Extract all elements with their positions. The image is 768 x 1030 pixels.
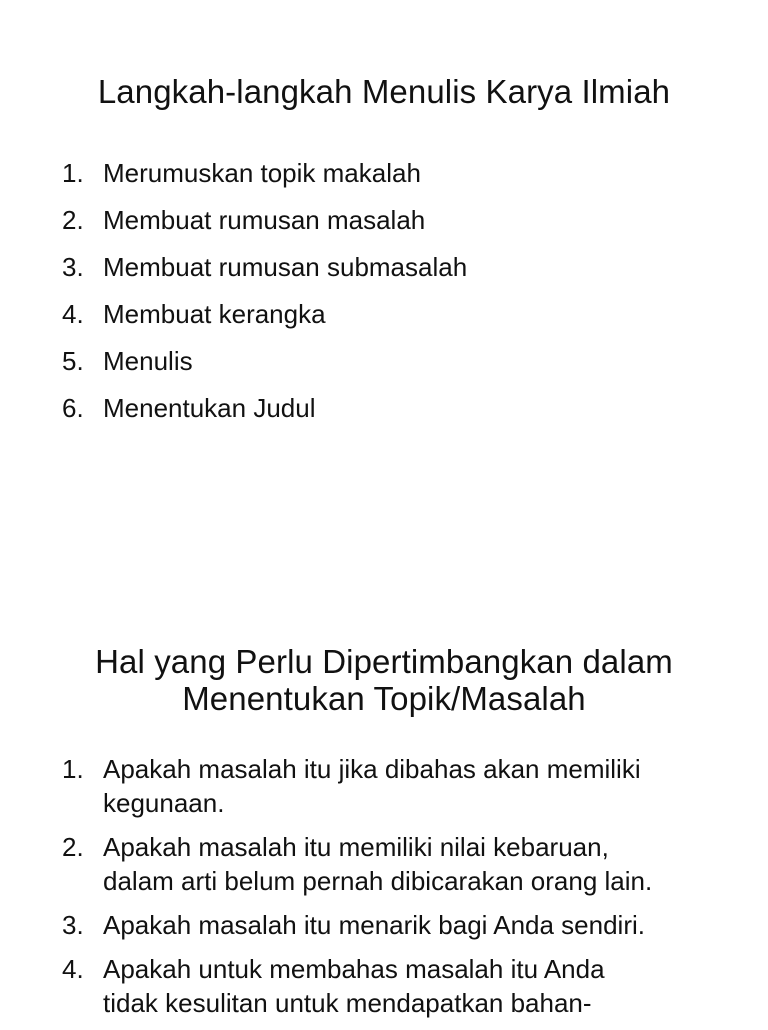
- list-item: [62, 203, 742, 237]
- list-text-line-2: kegunaan.: [103, 788, 225, 818]
- list-number: 2.: [62, 205, 84, 235]
- list-text: Merumuskan topik makalah: [103, 158, 421, 188]
- list-number: 3.: [62, 252, 84, 282]
- list-number: 5.: [62, 346, 84, 376]
- list-number: 1.: [62, 158, 84, 188]
- list-text-line-2: tidak kesulitan untuk mendapatkan bahan-: [103, 988, 592, 1018]
- considerations-list: [62, 752, 742, 1030]
- list-item: [62, 752, 742, 820]
- slide-title-line-2: Menentukan Topik/Masalah: [182, 680, 586, 717]
- list-text: Menulis: [103, 346, 193, 376]
- list-text-line-1: Apakah untuk membahas masalah itu Anda: [103, 954, 605, 984]
- list-number: 1.: [62, 754, 84, 784]
- list-item: [62, 156, 742, 190]
- list-item: [62, 297, 742, 331]
- steps-list: [62, 156, 742, 438]
- list-item: [62, 908, 742, 942]
- list-number: 3.: [62, 910, 84, 940]
- list-text: Membuat rumusan submasalah: [103, 252, 468, 282]
- list-text-line-1: Apakah masalah itu memiliki nilai kebaruan,: [103, 832, 609, 862]
- list-item: [62, 830, 742, 898]
- slide-title: [0, 643, 768, 717]
- list-number: 6.: [62, 393, 84, 423]
- list-text-line-1: Apakah masalah itu jika dibahas akan memiliki: [103, 754, 641, 784]
- list-text: Menentukan Judul: [103, 393, 316, 423]
- list-item: [62, 952, 742, 1020]
- slide-title-line-1: Hal yang Perlu Dipertimbangkan dalam: [95, 643, 673, 680]
- list-item: [62, 391, 742, 425]
- slide-title: Langkah-langkah Menulis Karya Ilmiah: [97, 73, 671, 110]
- slide-considerations: [0, 560, 768, 1024]
- list-number: 4.: [62, 954, 84, 984]
- list-text-line-2: dalam arti belum pernah dibicarakan orang lain.: [103, 866, 653, 896]
- list-item: [62, 250, 742, 284]
- list-number: 4.: [62, 299, 84, 329]
- list-text-line-1: Apakah masalah itu menarik bagi Anda sendiri.: [103, 910, 645, 940]
- list-text: Membuat kerangka: [103, 299, 326, 329]
- list-number: 2.: [62, 832, 84, 862]
- list-text: Membuat rumusan masalah: [103, 205, 426, 235]
- list-item: [62, 344, 742, 378]
